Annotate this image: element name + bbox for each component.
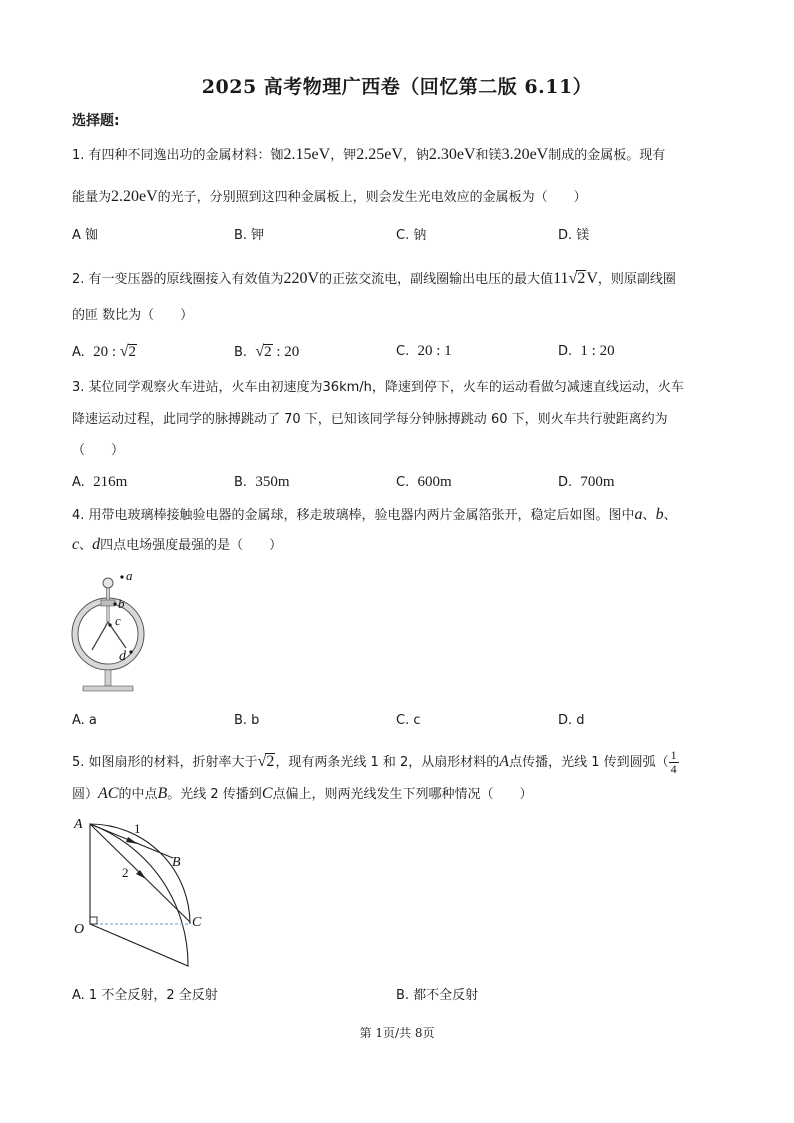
point-a [120,575,123,578]
q4-option-c[interactable]: C. c [396,713,421,728]
label-b: b [118,596,125,611]
fraction-quarter: $\frac{1}{4}$ [670,748,677,776]
q3-stem-line3: （ ） [72,443,125,458]
q1-option-c[interactable]: C. 钠 [396,228,427,243]
point-d [129,650,132,653]
sector-figure [66,812,216,972]
q3-option-d[interactable]: D. 700m [558,474,615,490]
label-ray-1: 1 [134,821,141,836]
q1-option-d[interactable]: D. 镁 [558,228,590,243]
stand-post [105,670,111,686]
page-footer: 第 1页/共 8页 [359,1026,435,1040]
q2-option-d[interactable]: D. 1 : 20 [558,343,615,359]
label-A: A [74,817,83,832]
label-d: d [119,649,126,664]
q3-option-c[interactable]: C. 600m [396,474,452,490]
q3-stem-line1: 3. 某位同学观察火车进站，火车由初速度为36km/h，降速到停下，火车的运动看做匀减速直线运动，火车 [72,380,684,395]
page-title: 2025 高考物理广西卷（回忆第二版 6.11） [201,76,593,98]
sector-outline [90,824,188,966]
insulator-plug [101,600,115,606]
label-C: C [192,915,202,930]
section-heading: 选择题: [72,113,120,129]
label-B: B [172,855,181,870]
ray-1-arrow [126,837,138,844]
label-ray-2: 2 [122,865,129,880]
q4-option-b[interactable]: B. b [234,713,260,728]
electroscope-figure [66,564,166,700]
point-c [108,623,111,626]
q2-option-a[interactable]: A. 20 : √2 [72,343,137,360]
q5-stem-line1: 5. 如图扇形的材料，折射率大于√2，现有两条光线 1 和 2，从扇形材料的A点传播，光线 1 传到圆弧（ $\frac{1}{4}$ [72,748,677,776]
q1-option-b[interactable]: B. 钾 [234,228,265,243]
q2-option-c[interactable]: C. 20 : 1 [396,343,452,359]
label-O: O [74,922,85,937]
point-b [113,602,116,605]
stand-base [83,686,133,691]
q2-option-b[interactable]: B. √2 : 20 [234,343,300,360]
q5-option-b[interactable]: B. 都不全反射 [396,988,479,1003]
q2-stem-line2: 的匝 数比为（ ） [72,308,194,323]
q1-option-a[interactable]: A 铷 [72,228,99,243]
metal-ball [103,578,113,588]
label-c: c [115,613,121,628]
q4-stem-line1: 4. 用带电玻璃棒接触验电器的金属球，移走玻璃棒，验电器内两片金属箔张开，稳定后如图。图中a、b、 [72,506,677,523]
q4-option-d[interactable]: D. d [558,713,585,728]
q3-option-b[interactable]: B. 350m [234,474,290,490]
q2-stem-line1: 2. 有一变压器的原线圈接入有效值为220V的正弦交流电，副线圈输出电压的最大值11√2V，则原副线圈 [72,270,676,287]
q3-stem-line2: 降速运动过程，此同学的脉搏跳动了 70 下，已知该同学每分钟脉搏跳动 60 下，则火车共行驶距离约为 [72,412,668,427]
q5-option-a[interactable]: A. 1 不全反射，2 全反射 [72,988,218,1003]
label-a: a [126,568,133,583]
q4-stem-line2: c、d四点电场强度最强的是（ ） [72,536,283,553]
q4-option-a[interactable]: A. a [72,713,97,728]
q3-option-a[interactable]: A. 216m [72,474,128,490]
q1-stem-line2: 能量为2.20eV的光子，分别照到这四种金属板上，则会发生光电效应的金属板为（ ） [72,188,587,205]
q5-stem-line2: 圆）AC的中点B。光线 2 传播到C点偏上，则两光线发生下列哪种情况（ ） [72,785,533,802]
q1-stem-line1: 1. 有四种不同逸出功的金属材料：铷2.15eV，钾2.25eV，钠2.30eV和镁3.20eV制成的金属板。现有 [72,146,666,163]
metal-rod [107,606,109,622]
